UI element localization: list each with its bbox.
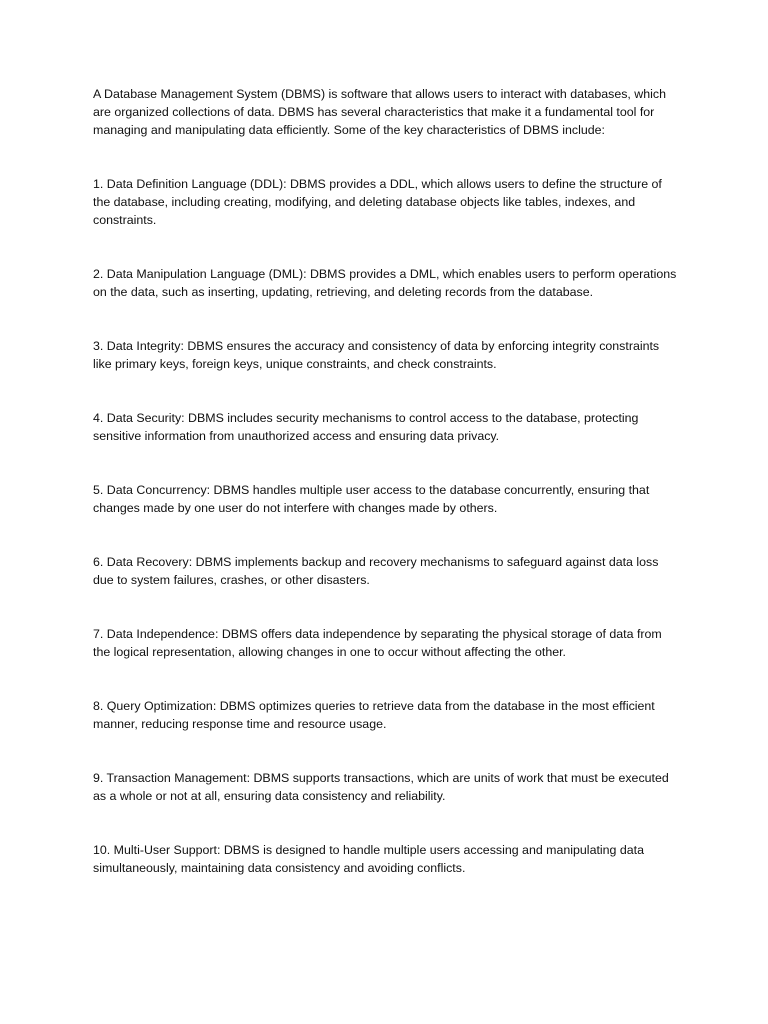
list-item-6: 6. Data Recovery: DBMS implements backup and recovery mechanisms to safeguard against data loss due to system failures, crashes, or other disasters. <box>93 555 659 587</box>
list-item-1: 1. Data Definition Language (DDL): DBMS provides a DDL, which allows users to define the structure of the database, including creating, modifying, and deleting database objects like tables, indexes, and constraints. <box>93 177 662 227</box>
list-item-3: 3. Data Integrity: DBMS ensures the accuracy and consistency of data by enforcing integrity constraints like primary keys, foreign keys, unique constraints, and check constraints. <box>93 339 660 371</box>
list-item-7: 7. Data Independence: DBMS offers data independence by separating the physical storage of data from the logical representation, allowing changes in one to occur without affecting the other. <box>93 627 662 659</box>
list-item-9: 9. Transaction Management: DBMS supports transactions, which are units of work that must be executed as a whole or not at all, ensuring data consistency and reliability. <box>93 771 669 803</box>
list-item-4: 4. Data Security: DBMS includes security mechanisms to control access to the database, protecting sensitive information from unauthorized access and ensuring data privacy. <box>93 411 639 443</box>
intro-paragraph: A Database Management System (DBMS) is software that allows users to interact with databases, which are organized collections of data. DBMS has several characteristics that make it a fundamental tool for managing and manipulating data efficiently. Some of the key characteristics of DBMS include: <box>93 87 666 137</box>
list-item-10: 10. Multi-User Support: DBMS is designed to handle multiple users accessing and manipulating data simultaneously, maintaining data consistency and avoiding conflicts. <box>93 843 644 875</box>
list-item-5: 5. Data Concurrency: DBMS handles multiple user access to the database concurrently, ensuring that changes made by one user do not interfere with changes made by others. <box>93 483 650 515</box>
list-item-8: 8. Query Optimization: DBMS optimizes queries to retrieve data from the database in the most efficient manner, reducing response time and resource usage. <box>93 699 655 731</box>
list-item-2: 2. Data Manipulation Language (DML): DBMS provides a DML, which enables users to perform operations on the data, such as inserting, updating, retrieving, and deleting records from the database. <box>93 267 677 299</box>
